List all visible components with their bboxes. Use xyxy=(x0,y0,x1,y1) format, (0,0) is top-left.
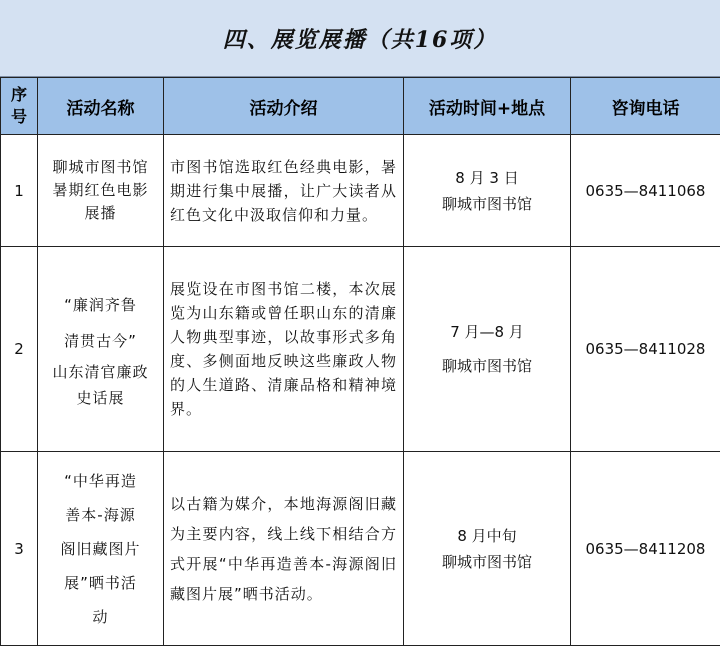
header-phone: 咨询电话 xyxy=(571,78,720,135)
header-no-line2: 号 xyxy=(1,106,37,128)
header-name: 活动名称 xyxy=(38,78,164,135)
row-no: 2 xyxy=(1,247,38,452)
row-intro: 市图书馆选取红色经典电影，暑期进行集中展播，让广大读者从红色文化中汲取信仰和力量。 xyxy=(164,135,404,247)
row-time-place xyxy=(404,452,571,646)
row-time: 8 月 3 日 xyxy=(404,165,570,191)
row-name xyxy=(38,247,164,452)
header-intro: 活动介绍 xyxy=(164,78,404,135)
row-name-line: 山东清官廉政史话展 xyxy=(46,359,155,411)
row-place: 聊城市图书馆 xyxy=(404,349,570,383)
row-name-line: “廉润齐鲁 xyxy=(46,287,155,323)
header-time-place: 活动时间+地点 xyxy=(404,78,571,135)
header-no-line1: 序 xyxy=(1,84,37,106)
row-place: 聊城市图书馆 xyxy=(404,191,570,217)
row-time-place xyxy=(404,247,571,452)
section-title: 四、展览展播（共16项） xyxy=(223,23,498,54)
table-row xyxy=(1,135,720,247)
row-name-line: 展”晒书活 xyxy=(46,566,155,600)
row-time: 7 月—8 月 xyxy=(404,315,570,349)
row-name-line: 聊城市图书馆暑期红色电影展播 xyxy=(46,156,155,225)
table-row xyxy=(1,452,720,646)
header-no xyxy=(1,78,38,135)
row-no: 3 xyxy=(1,452,38,646)
row-name xyxy=(38,135,164,247)
row-intro: 展览设在市图书馆二楼，本次展览为山东籍或曾任职山东的清廉人物典型事迹，以故事形式多角度、多侧面地反映这些廉政人物的人生道路、清廉品格和精神境界。 xyxy=(164,247,404,452)
row-place: 聊城市图书馆 xyxy=(404,549,570,575)
row-name xyxy=(38,452,164,646)
row-name-line: 阁旧藏图片 xyxy=(46,532,155,566)
row-name-line: “中华再造 xyxy=(46,464,155,498)
activity-table xyxy=(0,77,720,646)
row-time: 8 月中旬 xyxy=(404,523,570,549)
row-phone: 0635—8411208 xyxy=(571,452,720,646)
row-name-line: 清贯古今” xyxy=(46,323,155,359)
row-intro: 以古籍为媒介，本地海源阁旧藏为主要内容，线上线下相结合方式开展“中华再造善本-海源阁旧藏图片展”晒书活动。 xyxy=(164,452,404,646)
table-header-row xyxy=(1,78,720,135)
row-phone: 0635—8411068 xyxy=(571,135,720,247)
section-title-bar xyxy=(0,0,720,77)
row-phone: 0635—8411028 xyxy=(571,247,720,452)
table-row xyxy=(1,247,720,452)
row-time-place xyxy=(404,135,571,247)
row-name-line: 善本-海源 xyxy=(46,498,155,532)
row-name-line: 动 xyxy=(46,600,155,634)
row-no: 1 xyxy=(1,135,38,247)
